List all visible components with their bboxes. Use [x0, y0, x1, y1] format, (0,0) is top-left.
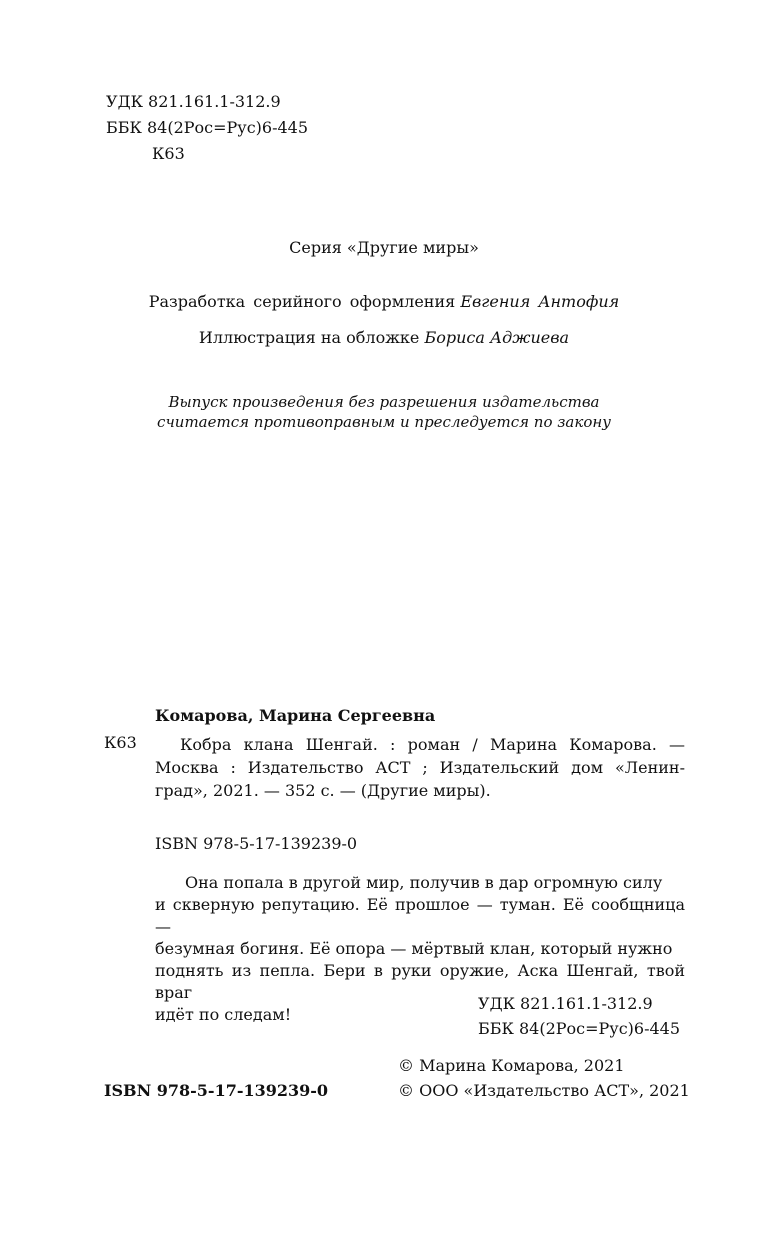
design-credit-name: Евгения Антофия [460, 292, 620, 311]
series-title: Серия «Другие миры» [289, 238, 479, 257]
illustration-credit-name: Бориса Аджиева [424, 328, 570, 347]
legal-notice-line2: считается противоправным и преследуется по закону [157, 413, 611, 431]
illustration-credit [0, 328, 768, 347]
design-credit [0, 292, 768, 311]
catalog-author-heading: Комарова, Марина Сергеевна [155, 706, 436, 725]
annotation-line-5: идёт по следам! [155, 1005, 292, 1024]
catalog-line-3: град», 2021. — 352 с. — (Другие миры). [155, 781, 491, 800]
catalog-isbn: ISBN 978-5-17-139239-0 [155, 834, 358, 853]
illustration-credit-label: Иллюстрация на обложке [198, 328, 420, 347]
bbk-bottom: ББК 84(2Рос=Рус)6-445 [478, 1019, 681, 1038]
author-mark-top: К63 [152, 144, 185, 163]
udk-bottom: УДК 821.161.1-312.9 [478, 994, 653, 1013]
catalog-line-2: Москва : Издательство АСТ ; Издательский дом «Ленин- [155, 758, 685, 777]
catalog-line-1: Кобра клана Шенгай. : роман / Марина Комарова. — [180, 735, 685, 754]
legal-notice-line1: Выпуск произведения без разрешения издательства [168, 393, 600, 411]
isbn-bottom: ISBN 978-5-17-139239-0 [104, 1081, 329, 1100]
catalog-author-mark: К63 [104, 733, 137, 752]
annotation-line-3: безумная богиня. Её опора — мёртвый клан, который нужно [155, 939, 673, 958]
annotation-line-2: и скверную репутацию. Её прошлое — туман. Её сообщница — [155, 895, 685, 936]
annotation-line-4: поднять из пепла. Бери в руки оружие, Аска Шенгай, твой враг [155, 961, 685, 1002]
catalog-description [155, 733, 685, 802]
bbk-top: ББК 84(2Рос=Рус)6-445 [106, 118, 309, 137]
annotation-line-1: Она попала в другой мир, получив в дар огромную силу [185, 873, 663, 892]
udk-top: УДК 821.161.1-312.9 [106, 92, 281, 111]
copyright-author: © Марина Комарова, 2021 [398, 1056, 625, 1075]
design-credit-label: Разработка серийного оформления [148, 292, 456, 311]
copyright-publisher: © ООО «Издательство АСТ», 2021 [398, 1081, 690, 1100]
